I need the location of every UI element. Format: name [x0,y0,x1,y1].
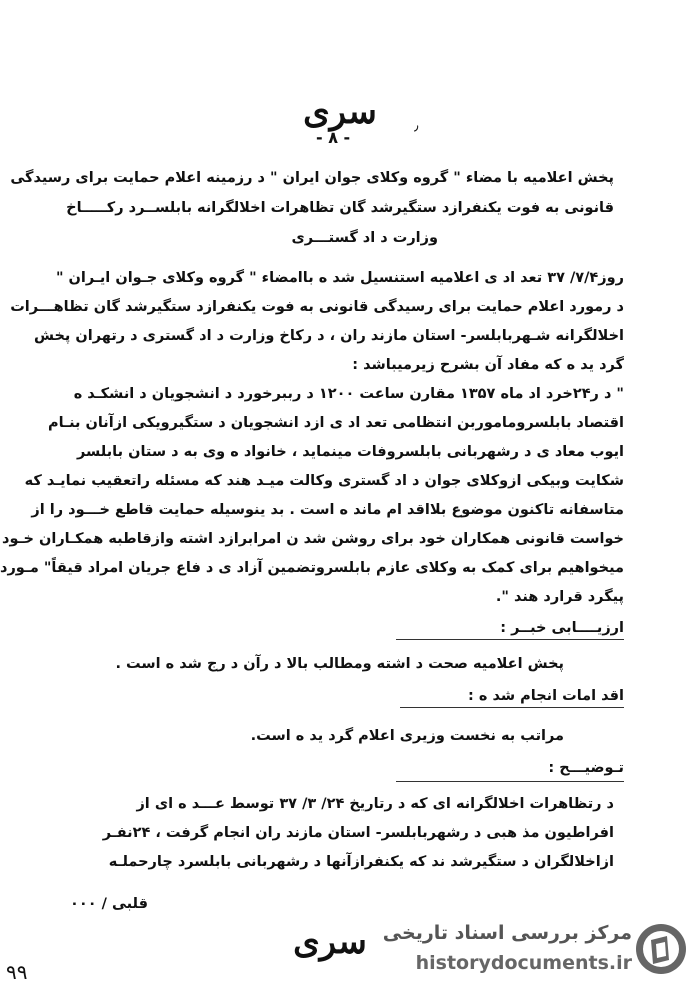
actions-underline [400,707,624,708]
quote-line: میخواهیم برای کمک به وکلای عازم بابلسروتضمین آزاد ی د فاع جریان امراد قیقاً" مـورد [0,560,624,576]
assessment-label: ارزیــــابی خبــر : [500,620,624,636]
actions-text: مراتب به نخست وزیری اعلام گرد ید ه است. [250,728,564,744]
assessment-underline [396,639,624,640]
quote-line: پیگرد قرارد هند ". [495,589,624,605]
quote-line: متاسفانه تاکنون موضوع بلااقد ام ماند ه است . بد ینوسیله حمایت قاطع خـــود را از [31,502,624,518]
handwritten-page-number: ۹۹ [6,960,28,984]
note-line: افراطیون مذ هبی د رشهربابلسر- استان مازند ران انجام گرفت ، ۲۴نفـر [102,825,614,841]
assessment-text: پخش اعلامیه صحت د اشته ومطالب بالا د رآن د رج شد ه است . [115,656,564,672]
quote-line: ایوب معاد ی د رشهربانی بابلسروفات مینماید ، خانواد ه وی به د ستان بابلسر [77,444,624,460]
note-line: د رتظاهرات اخلالگرانه ای که د رتاریخ ۲۴/ ۳/ ۳۷ توسط عـــد ه ای از [136,796,614,812]
stray-mark: ٫ [414,118,419,134]
intro-line: وزارت د اد گستـــری [291,230,438,246]
body-line: د رمورد اعلام حمایت برای رسیدگی قانونی به فوت یکنفرازد ستگیرشد گان تظاهـــرات [10,299,624,315]
watermark-url: historydocuments.ir [415,952,632,974]
page-number: - ۸ - [316,128,351,147]
body-line: روز۷/۴/ ۳۷ تعد اد ی اعلامیه استنسیل شد ه باامضاء " گروه وکلای جـوان ایـران " [55,270,624,286]
intro-line: پخش اعلامیه با مضاء " گروه وکلای جوان ایران " د رزمینه اعلام حمایت برای رسیدگی [10,170,614,186]
actions-label: اقد امات انجام شد ه : [468,688,624,704]
note-line: ازاخلالگران د ستگیرشد ند که یکنفرازآنها د رشهربانی بابلسرد چارحملـه [108,854,614,870]
watermark [382,918,690,982]
quote-line: " د ر۲۴خرد اد ماه ۱۳۵۷ مقارن ساعت ۱۲۰۰ د رببرخورد د انشجویان د انشکـد ه [73,386,624,402]
classification-header: سری [303,92,377,132]
quote-line: شکایت وبیکی ازوکلای جوان د اد گستری وکالت میـد هند که مسئله راتعقیب نمایـد که [24,473,624,489]
quote-line: خواست قانونی همکاران خود برای روشن شد ن امرابرازد اشته وازقاطبه همکـاران خـود [2,531,624,547]
archive-logo-icon [634,922,688,976]
continued-marker: قلبی / ۰۰۰ [70,896,148,912]
watermark-title: مرکز بررسی اسناد تاریخی [382,922,632,944]
classification-footer: سری [293,922,367,962]
body-line: اخلالگرانه شـهربابلسر- استان مازند ران ، د رکاخ وزارت د اد گستری د رتهران پخش [33,328,624,344]
quote-line: اقتصاد بابلسروماموربن انتظامی تعد اد ی ازد انشجویان د ستگیرویکی ازآنان بنـام [48,415,624,431]
note-label: تـوضیـــح : [548,760,624,776]
note-underline [396,781,624,782]
intro-line: قانونی به فوت یکنفرازد ستگیرشد گان تظاهرات اخلالگرانه بابلســرد رکـــــاخ [66,200,614,216]
body-line: گرد ید ه که مفاد آن بشرح زیرمیباشد : [352,357,624,373]
